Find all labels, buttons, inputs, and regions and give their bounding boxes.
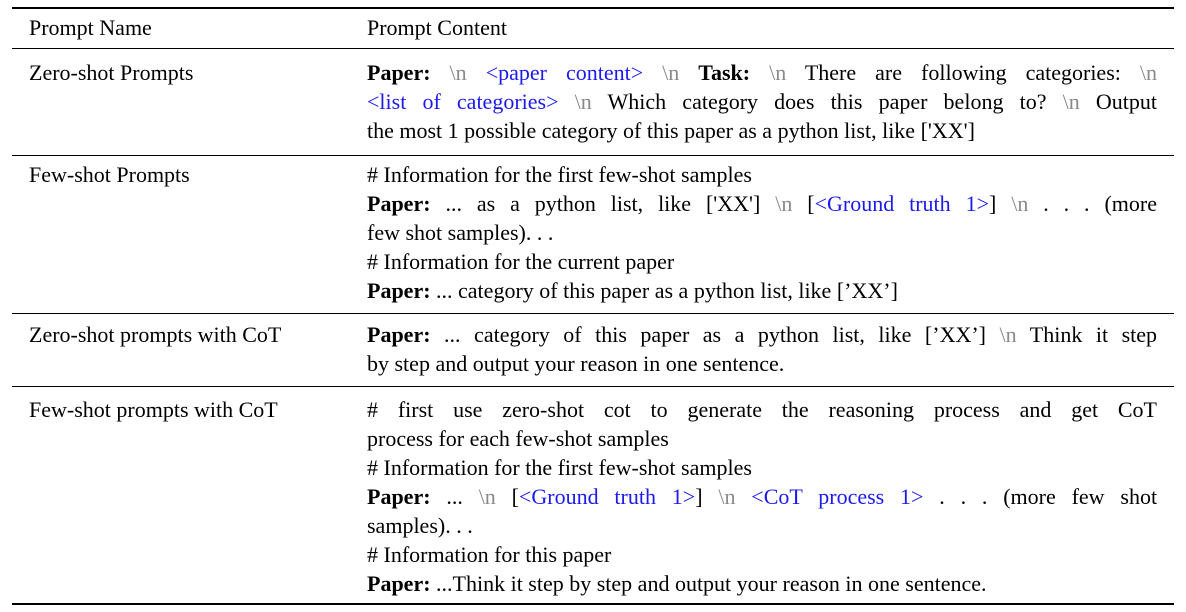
comment-text: # Information for this paper xyxy=(367,542,612,567)
prompt-text: Which category does this paper belong to? xyxy=(607,89,1047,114)
row-content-few-shot-cot xyxy=(367,395,1157,598)
newline-token: \n xyxy=(769,60,787,85)
newline-token: \n xyxy=(1062,89,1080,114)
prompt-text: ...Think it step by step and output your reason in one sentence. xyxy=(436,571,987,596)
header-prompt-content: Prompt Content xyxy=(367,15,507,40)
bracket-close: ] xyxy=(695,484,703,509)
bottom-rule xyxy=(12,603,1174,605)
content-line xyxy=(367,247,1157,276)
content-line xyxy=(367,540,1157,569)
prompt-text: . . . (more xyxy=(1043,191,1157,216)
bracket-close: ] xyxy=(988,191,997,216)
content-line xyxy=(367,424,1157,453)
content-line xyxy=(367,87,1157,116)
placeholder-list-of-categories: <list of categories> xyxy=(367,89,559,114)
newline-token: \n xyxy=(775,191,793,216)
paper-label: Paper: xyxy=(367,191,431,216)
comment-text: # Information for the first few-shot samples xyxy=(367,455,752,480)
row-name-few-shot: Few-shot Prompts xyxy=(29,162,190,187)
prompt-text: ... xyxy=(446,484,463,509)
newline-token: \n xyxy=(662,60,680,85)
prompt-text: few shot samples). . . xyxy=(367,220,554,245)
bracket-open: [ xyxy=(511,484,519,509)
comment-text: # first use zero-shot cot to generate the reasoning process and get CoT xyxy=(367,397,1157,422)
content-line xyxy=(367,395,1157,424)
prompt-text: ... category of this paper as a python list, like [’XX’] xyxy=(444,322,987,347)
comment-text: # Information for the current paper xyxy=(367,249,675,274)
paper-label: Paper: xyxy=(367,278,431,303)
content-line xyxy=(367,569,1157,598)
row-rule xyxy=(12,386,1174,387)
row-name-zero-shot-cot: Zero-shot prompts with CoT xyxy=(29,322,282,347)
row-name-few-shot-cot: Few-shot prompts with CoT xyxy=(29,397,278,422)
paper-label: Paper: xyxy=(367,60,431,85)
newline-token: \n xyxy=(999,322,1017,347)
row-name-zero-shot: Zero-shot Prompts xyxy=(29,60,194,85)
content-line xyxy=(367,511,1157,540)
content-line xyxy=(367,116,1157,145)
content-line xyxy=(367,320,1157,349)
content-line xyxy=(367,453,1157,482)
row-content-few-shot xyxy=(367,160,1157,305)
prompt-text: ... as a python list, like ['XX'] xyxy=(445,191,761,216)
content-line xyxy=(367,218,1157,247)
placeholder-ground-truth: <Ground truth 1> xyxy=(518,484,696,509)
content-line xyxy=(367,189,1157,218)
row-rule xyxy=(12,155,1174,156)
comment-text: # Information for the first few-shot samples xyxy=(367,162,752,187)
placeholder-cot-process: <CoT process 1> xyxy=(751,484,924,509)
prompt-text: There are following categories: xyxy=(804,60,1121,85)
comment-text: process for each few-shot samples xyxy=(367,426,669,451)
content-line xyxy=(367,276,1157,305)
newline-token: \n xyxy=(574,89,592,114)
header-rule xyxy=(12,48,1174,49)
newline-token: \n xyxy=(478,484,496,509)
bracket-open: [ xyxy=(807,191,815,216)
prompt-text: . . . (more few shot xyxy=(939,484,1158,509)
prompt-text: samples). . . xyxy=(367,513,473,538)
prompt-text: by step and output your reason in one sentence. xyxy=(367,351,785,376)
content-line xyxy=(367,482,1157,511)
paper-label: Paper: xyxy=(367,484,431,509)
newline-token: \n xyxy=(1139,60,1158,85)
prompt-text: Output xyxy=(1095,89,1157,114)
row-content-zero-shot xyxy=(367,58,1157,145)
header-prompt-name: Prompt Name xyxy=(29,15,152,40)
content-line xyxy=(367,349,1157,378)
paper-label: Paper: xyxy=(367,571,431,596)
top-rule xyxy=(12,7,1174,9)
placeholder-paper-content: <paper content> xyxy=(485,60,644,85)
newline-token: \n xyxy=(718,484,736,509)
row-rule xyxy=(12,313,1174,314)
content-line xyxy=(367,58,1157,87)
content-line xyxy=(367,160,1157,189)
row-content-zero-shot-cot xyxy=(367,320,1157,378)
newline-token: \n xyxy=(449,60,467,85)
placeholder-ground-truth: <Ground truth 1> xyxy=(814,191,989,216)
newline-token: \n xyxy=(1011,191,1029,216)
bracket-text xyxy=(807,191,996,216)
prompt-text: the most 1 possible category of this paper as a python list, like ['XX'] xyxy=(367,118,975,143)
bracket-text xyxy=(512,484,703,509)
task-label: Task: xyxy=(698,60,751,85)
prompt-text: ... category of this paper as a python list, like [’XX’] xyxy=(436,278,898,303)
prompt-text: Think it step xyxy=(1029,322,1158,347)
paper-label: Paper: xyxy=(367,322,431,347)
